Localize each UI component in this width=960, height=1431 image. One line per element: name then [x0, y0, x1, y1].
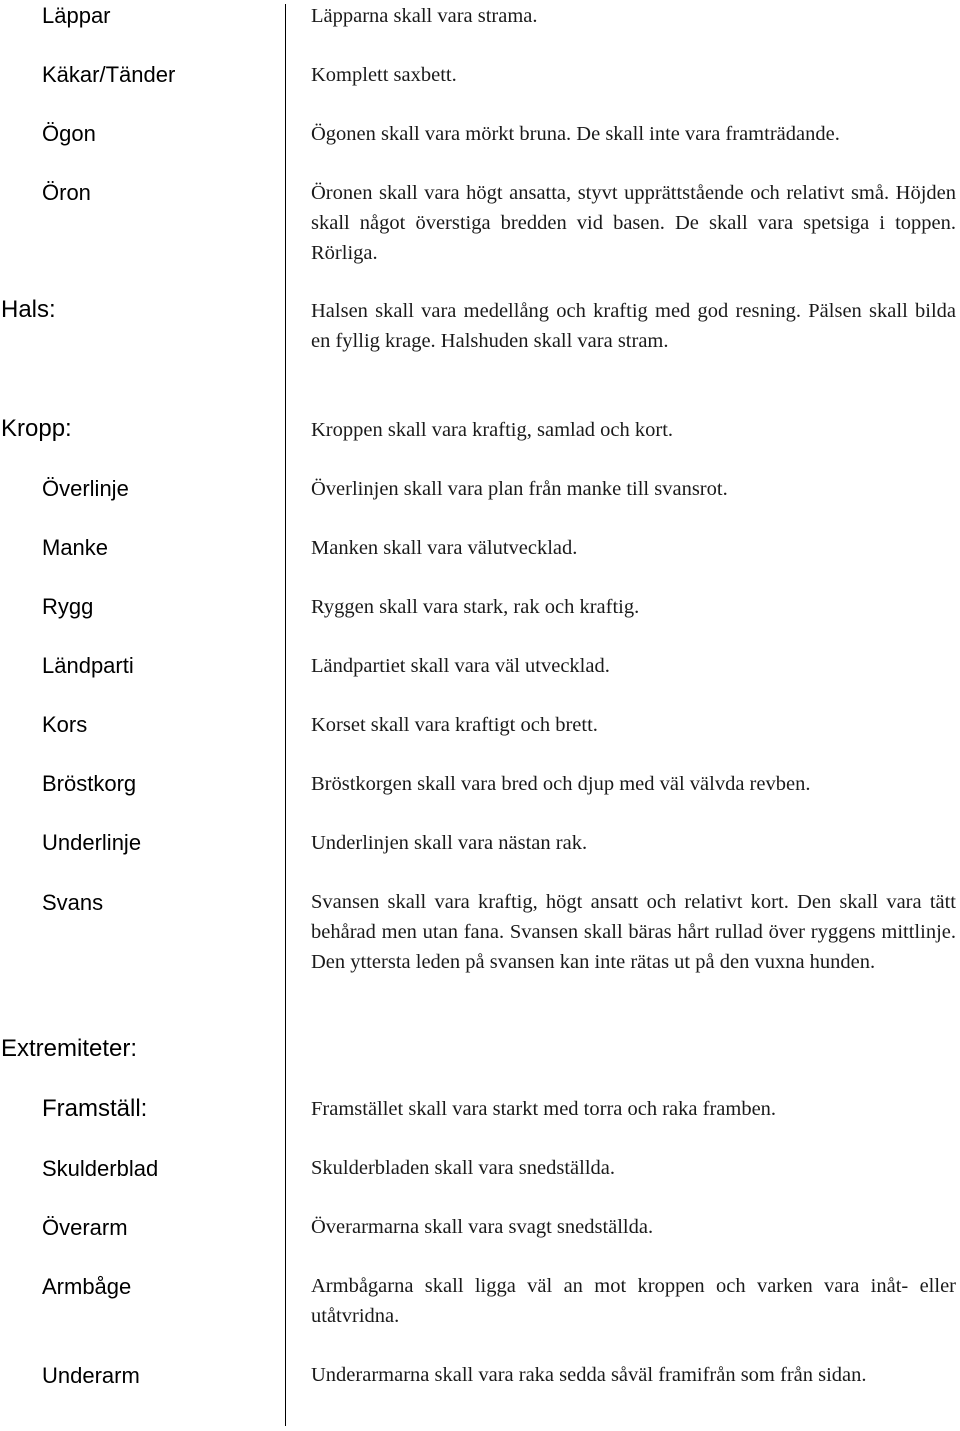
- label-overlinje: Överlinje: [42, 476, 129, 501]
- label-framstall: Framställ:: [42, 1095, 148, 1122]
- desc-lappar: Läpparna skall vara strama.: [311, 5, 538, 27]
- desc-underarm: Underarmarna skall vara raka sedda såväl framifrån som från sidan.: [311, 1364, 867, 1386]
- label-kropp: Kropp:: [1, 415, 72, 442]
- label-svans: Svans: [42, 890, 104, 915]
- desc-brostkorg: Bröstkorgen skall vara bred och djup med väl välvda revben.: [311, 773, 811, 795]
- label-manke: Manke: [42, 535, 109, 560]
- desc-landparti: Ländpartiet skall vara väl utvecklad.: [311, 655, 610, 677]
- desc-ogon: Ögonen skall vara mörkt bruna. De skall inte vara framträdande.: [311, 123, 840, 145]
- label-kakar-tander: Käkar/Tänder: [42, 62, 176, 87]
- label-ogon: Ögon: [42, 121, 96, 146]
- label-underarm: Underarm: [42, 1363, 140, 1388]
- label-oron: Öron: [42, 180, 91, 205]
- desc-manke: Manken skall vara välutvecklad.: [311, 537, 578, 559]
- desc-rygg: Ryggen skall vara stark, rak och kraftig.: [311, 596, 640, 618]
- desc-oron: Öronen skall vara högt ansatta, styvt upprättstående och relativt små. Höjden skall något överstiga bredden vid basen. De skall vara spetsiga i toppen. Rörliga.: [311, 182, 956, 264]
- desc-kors: Korset skall vara kraftigt och brett.: [311, 714, 598, 736]
- label-armbage: Armbåge: [42, 1274, 132, 1299]
- label-hals: Hals:: [1, 296, 56, 323]
- label-extremiteter: Extremiteter:: [1, 1035, 138, 1062]
- label-overarm: Överarm: [42, 1215, 128, 1240]
- desc-kropp: Kroppen skall vara kraftig, samlad och kort.: [311, 419, 674, 441]
- desc-overarm: Överarmarna skall vara svagt snedställda.: [311, 1216, 654, 1238]
- desc-framstall: Framstället skall vara starkt med torra och raka framben.: [311, 1098, 777, 1120]
- label-lappar: Läppar: [42, 3, 111, 28]
- desc-armbage: Armbågarna skall ligga väl an mot kroppen och varken vara inåt- eller utåtvridna.: [311, 1275, 956, 1327]
- desc-skulderblad: Skulderbladen skall vara snedställda.: [311, 1157, 615, 1179]
- column-divider: [285, 4, 286, 1426]
- label-rygg: Rygg: [42, 594, 94, 619]
- desc-underlinje: Underlinjen skall vara nästan rak.: [311, 832, 588, 854]
- desc-overlinje: Överlinjen skall vara plan från manke till svansrot.: [311, 478, 728, 500]
- label-brostkorg: Bröstkorg: [42, 771, 137, 796]
- desc-kakar-tander: Komplett saxbett.: [311, 64, 457, 86]
- label-kors: Kors: [42, 712, 88, 737]
- label-underlinje: Underlinje: [42, 830, 142, 855]
- desc-hals: Halsen skall vara medellång och kraftig med god resning. Pälsen skall bilda en fyllig krage. Halshuden skall vara stram.: [311, 300, 956, 352]
- desc-svans: Svansen skall vara kraftig, högt ansatt och relativt kort. Den skall vara tätt behårad men utan fana. Svansen skall bäras hårt rullad över ryggens mittlinje. Den yttersta leden på svansen kan inte rätas ut på den vuxna hunden.: [311, 891, 956, 973]
- label-skulderblad: Skulderblad: [42, 1156, 159, 1181]
- label-landparti: Ländparti: [42, 653, 134, 678]
